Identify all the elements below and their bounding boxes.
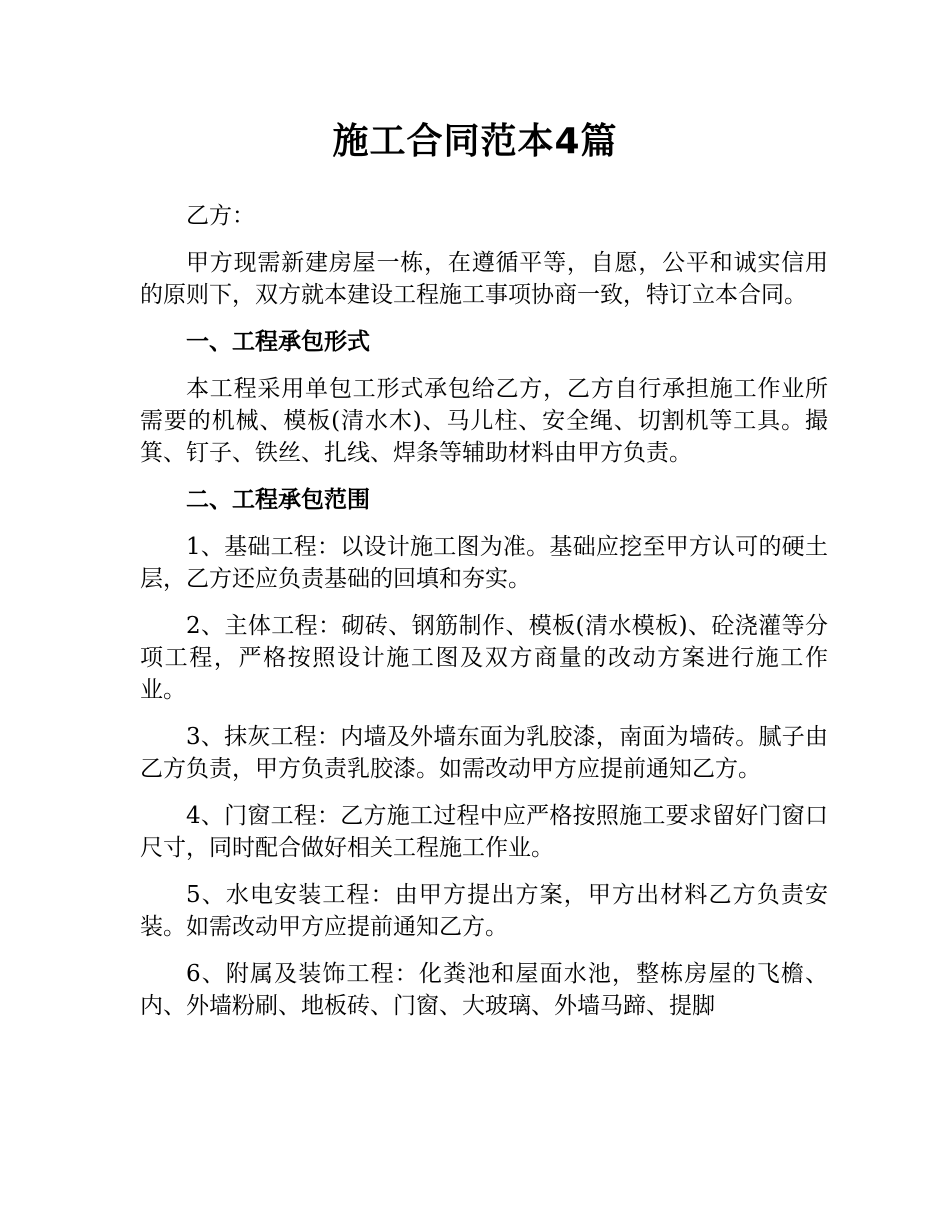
document-title: 施工合同范本4篇 <box>332 121 618 162</box>
paragraph: 本工程采用单包工形式承包给乙方，乙方自行承担施工作业所需要的机械、模板(清水木)、马儿柱、安全绳、切割机等工具。撮箕、钉子、铁丝、扎线、焊条等辅助材料由甲方负责。 <box>140 376 828 466</box>
section-heading: 一、工程承包形式 <box>186 329 370 355</box>
paragraph: 乙方： <box>186 203 255 229</box>
section-heading: 二、工程承包范围 <box>186 487 370 513</box>
document-body <box>140 200 828 1037</box>
paragraph: 甲方现需新建房屋一栋，在遵循平等，自愿，公平和诚实信用的原则下，双方就本建设工程施工事项协商一致，特订立本合同。 <box>140 250 828 308</box>
paragraph: 4、门窗工程：乙方施工过程中应严格按照施工要求留好门窗口尺寸，同时配合做好相关工程施工作业。 <box>140 803 828 861</box>
paragraph: 5、水电安装工程：由甲方提出方案，甲方出材料乙方负责安装。如需改动甲方应提前通知乙方。 <box>140 882 828 940</box>
paragraph: 1、基础工程：以设计施工图为准。基础应挖至甲方认可的硬土层，乙方还应负责基础的回填和夯实。 <box>140 534 828 592</box>
paragraph: 6、附属及装饰工程：化粪池和屋面水池，整栋房屋的飞檐、内、外墙粉刷、地板砖、门窗、大玻璃、外墙马蹄、提脚 <box>140 961 828 1019</box>
paragraph: 3、抹灰工程：内墙及外墙东面为乳胶漆，南面为墙砖。腻子由乙方负责，甲方负责乳胶漆。如需改动甲方应提前通知乙方。 <box>140 724 828 782</box>
paragraph: 2、主体工程：砌砖、钢筋制作、模板(清水模板)、砼浇灌等分项工程，严格按照设计施工图及双方商量的改动方案进行施工作业。 <box>140 613 828 703</box>
